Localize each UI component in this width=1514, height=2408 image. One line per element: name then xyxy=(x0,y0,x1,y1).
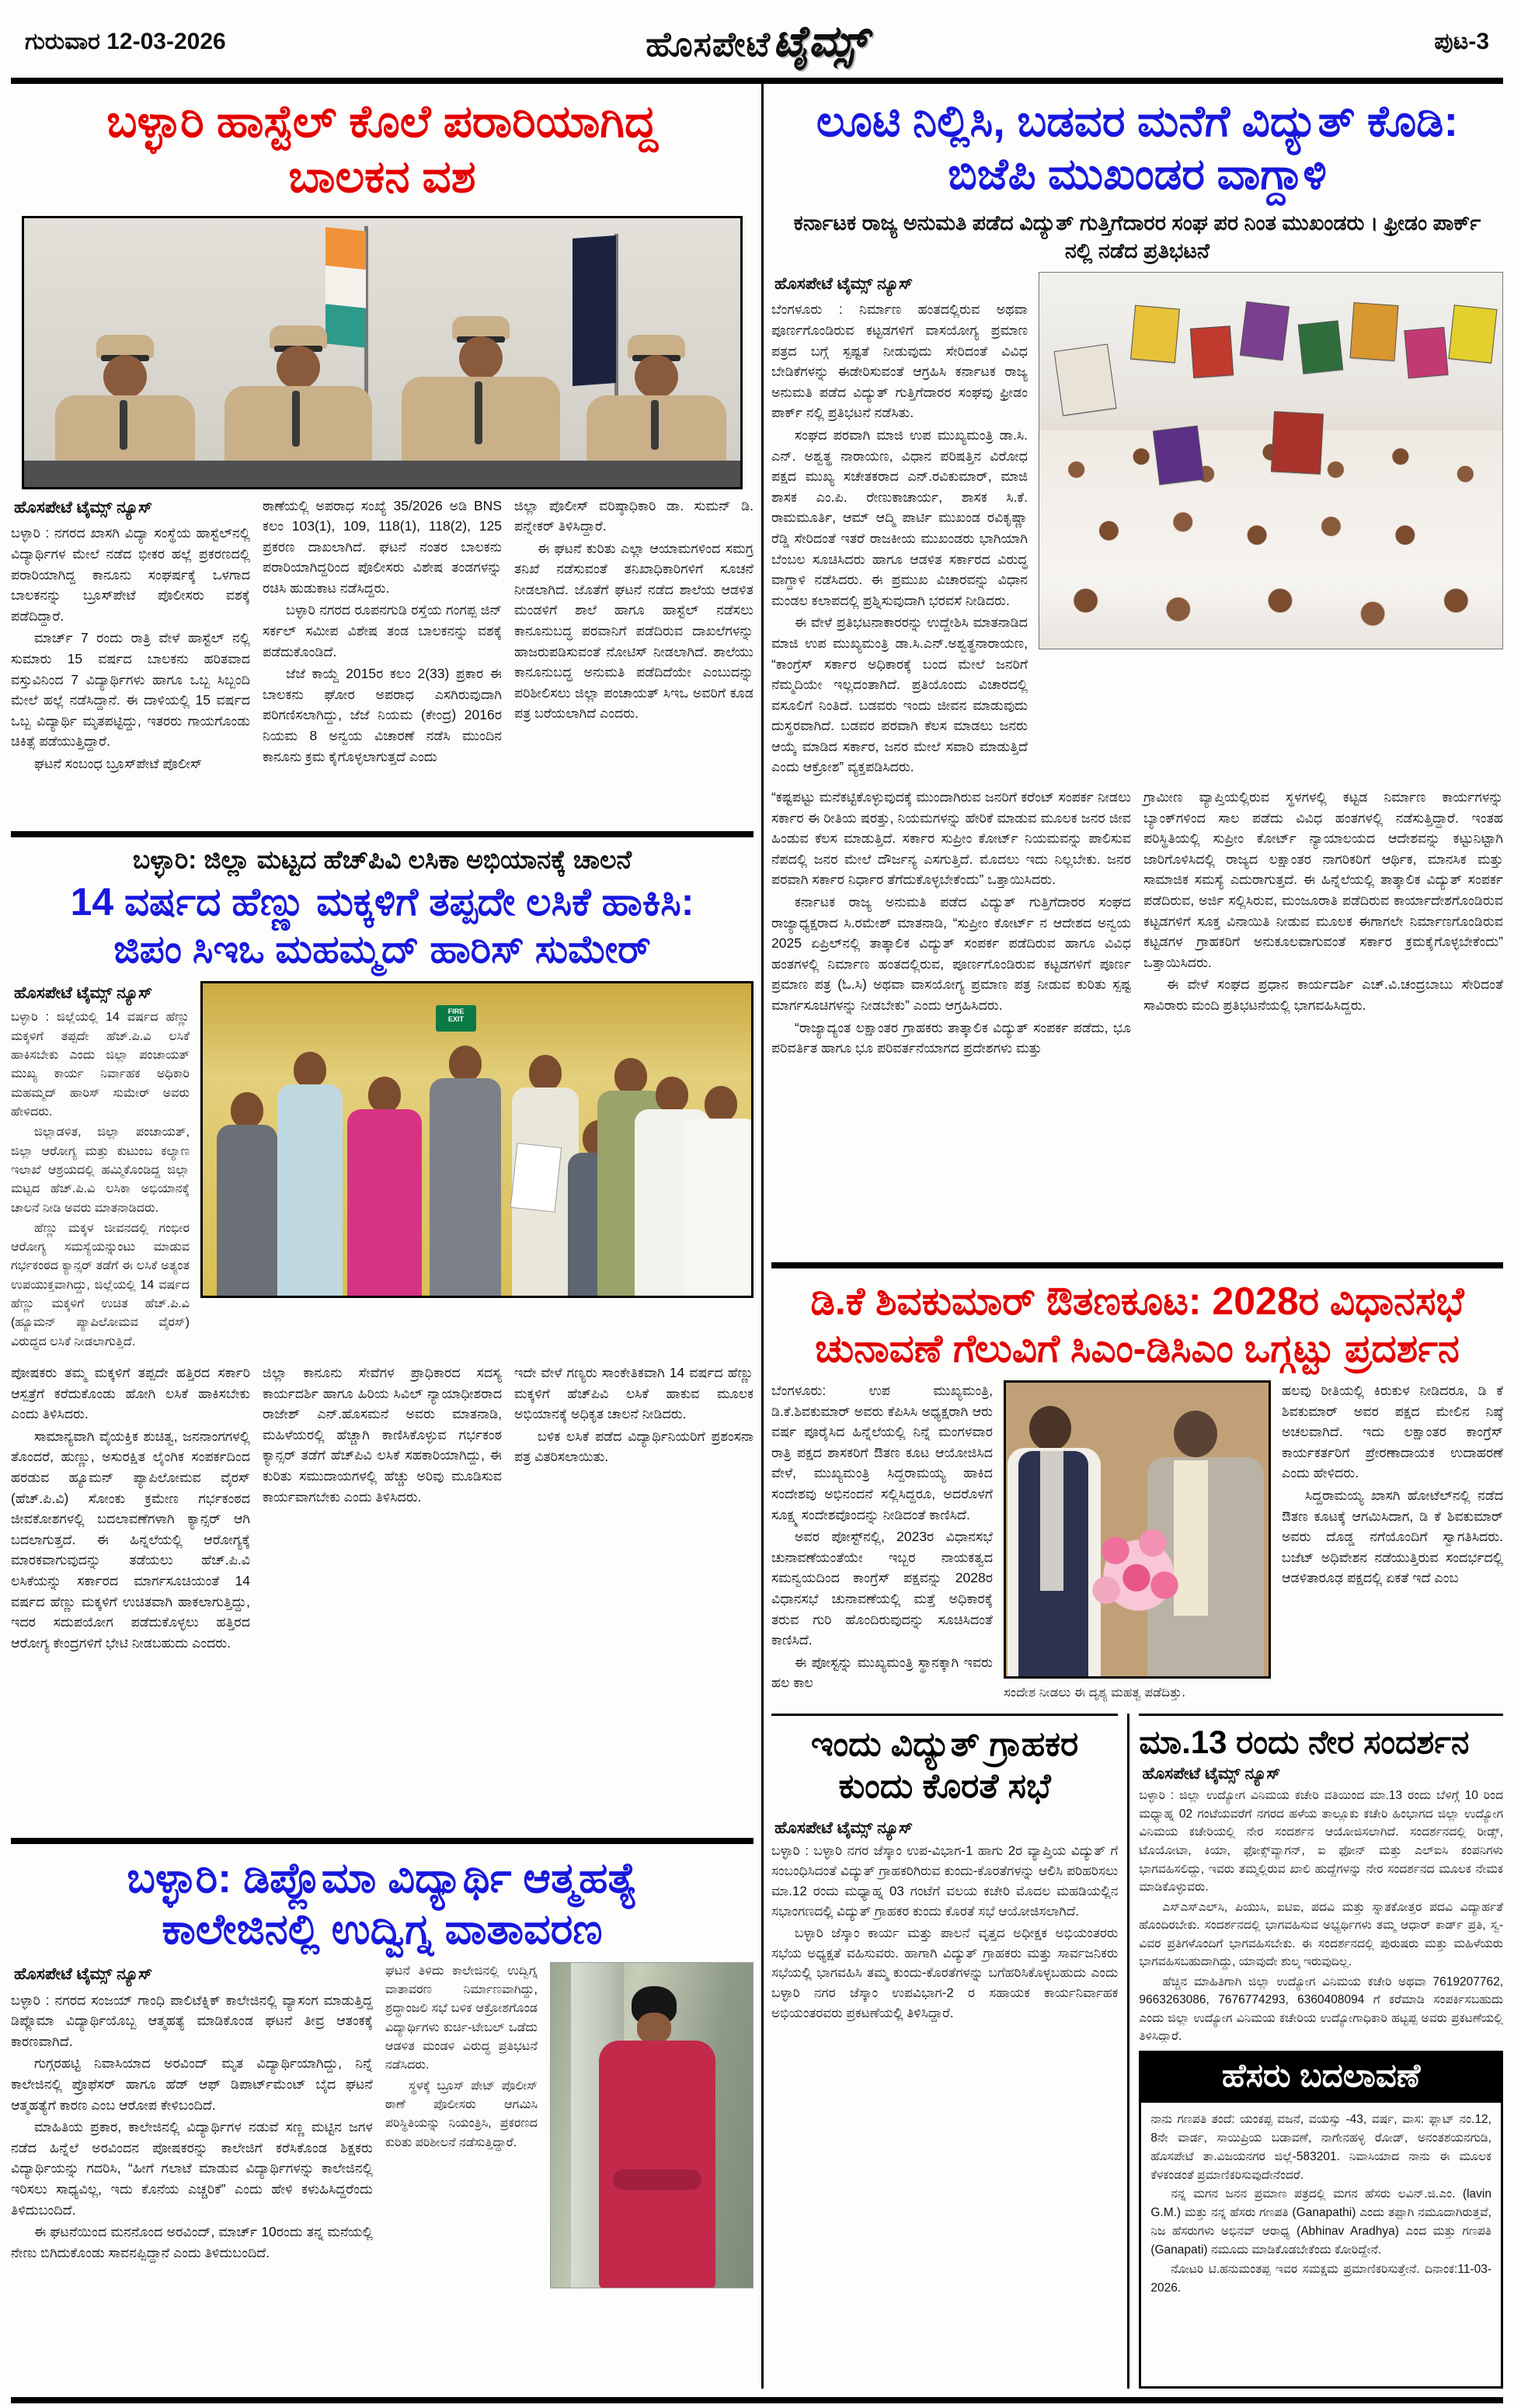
byline: ಹೊಸಪೇಟೆ ಟೈಮ್ಸ್ ನ್ಯೂಸ್ xyxy=(14,983,153,1002)
hpv-headline: 14 ವರ್ಷದ ಹೆಣ್ಣು ಮಕ್ಕಳಿಗೆ ತಪ್ಪದೇ ಲಸಿಕೆ ಹಾಕಿಸಿ: ಜಿಪಂ ಸಿಇಒ ಮಹಮ್ಮದ್ ಹಾರಿಸ್ ಸುಮೇರ್ xyxy=(70,879,694,971)
header-rule xyxy=(11,78,1503,84)
dks-head xyxy=(1029,1406,1071,1451)
dks-headline: ಡಿ.ಕೆ ಶಿವಕುಮಾರ್ ಔತಣಕೂಟ: 2028ರ ವಿಧಾನಸಭೆ ಚುನಾವಣೆ ಗೆಲುವಿಗೆ ಸಿಎಂ-ಡಿಸಿಎಂ ಒಗ್ಗಟ್ಟು ಪ್ರದರ್ಶನ xyxy=(810,1279,1464,1371)
protest-subtitle: ಕರ್ನಾಟಕ ರಾಜ್ಯ ಅನುಮತಿ ಪಡೆದ ವಿದ್ಯುತ್ ಗುತ್ತಿಗೆದಾರರ ಸಂಘ ಪರ ನಿಂತ ಮುಖಂಡರು । ಫ್ರೀಡಂ ಪಾರ್ಕ್ ನಲ್ಲಿ ನಡೆದ ಪ್ರತಿಭಟನೆ xyxy=(793,211,1481,263)
hpv-kicker: ಬಳ್ಳಾರಿ: ಜಿಲ್ಲಾ ಮಟ್ಟದ ಹೆಚ್‌ಪಿವಿ ಲಸಿಕಾ ಅಭಿಯಾನಕ್ಕೆ ಚಾಲನೆ xyxy=(132,844,632,874)
police-officer-3 xyxy=(402,316,560,467)
page-number: ಪುಟ-3 xyxy=(1434,29,1489,54)
student-face xyxy=(637,2013,671,2044)
certificate xyxy=(510,1143,562,1213)
article-hpv-vaccine xyxy=(11,837,754,1839)
protest-col-1-text: ಬೆಂಗಳೂರು : ನಿರ್ಮಾಣ ಹಂತದಲ್ಲಿರುವ ಅಥವಾ ಪೂರ್ಣಗೊಂಡಿರುವ ಕಟ್ಟಡಗಳಿಗೆ ವಾಸಯೋಗ್ಯ ಪ್ರಮಾಣ ಪತ್ರದ ಬಗ್ಗೆ ಸ್ಪಷ್ಟತೆ ನೀಡುವುದು ಸೇರಿದಂತೆ ವಿವಿಧ ಬೇಡಿಕೆಗಳನ್ನು ಈಡೇರಿಸುವಂತೆ ಆಗ್ರಹಿಸಿ ಕರ್ನಾಟಕ ರಾಜ್ಯ ಅನುಮತಿ ಪಡೆದ ವಿದ್ಯುತ್ ಗುತ್ತಿಗೆದಾರರ ಸಂಘವು ಫ್ರೀಡಂ ಪಾರ್ಕ್ ನಲ್ಲಿ ಪ್ರತಿಭಟನೆ ನಡೆಸಿತು. ಸಂಘದ ಪರವಾಗಿ ಮಾಜಿ ಉಪ ಮುಖ್ಯಮಂತ್ರಿ ಡಾ.ಸಿ. ಎನ್. ಅಶ್ವತ್ಥ ನಾರಾಯಣ, ವಿಧಾನ ಪರಿಷತ್ತಿನ ವಿರೋಧ ಪಕ್ಷದ ಮುಖ್ಯ ಸಚೇತಕರಾದ ಎನ್.ರವಿಕುಮಾರ್, ಮಾಜಿ ಶಾಸಕ ಎಂ.ಪಿ. ರೇಣುಕಾಚಾರ್ಯ, ಶಾಸಕ ಸಿ.ಕೆ. ರಾಮಮೂರ್ತಿ, ಆಮ್ ಆದ್ಮಿ ಪಾರ್ಟಿ ಮುಖಂಡ ರವಿಕೃಷ್ಣಾ ರೆಡ್ಡಿ ಸೇರಿದಂತೆ ಇತರೆ ರಾಜಕೀಯ ಮುಖಂಡರು ಭಾಗಿಯಾಗಿ ಬೆಂಬಲ ಸೂಚಿಸಿದರು ಹಾಗೂ ಆಡಳಿತ ಸರ್ಕಾರದ ವಿರುದ್ಧ ವಾಗ್ದಾಳಿ ನಡೆಸಿದರು. ಈ ಪ್ರಮುಖ ವಿಚಾರವನ್ನು ವಿಧಾನ ಮಂಡಲ ಕಲಾಪದಲ್ಲಿ ಪ್ರಶ್ನಿಸುವುದಾಗಿ ಭರವಸೆ ನೀಡಿದರು. ಈ ವೇಳೆ ಪ್ರತಿಭಟನಾಕಾರರನ್ನು ಉದ್ದೇಶಿಸಿ ಮಾತನಾಡಿದ ಮಾಜಿ ಉಪ ಮುಖ್ಯಮಂತ್ರಿ ಡಾ.ಸಿ.ಎನ್.ಅಶ್ವತ್ಥನಾರಾಯಣ, “ಕಾಂಗ್ರೆಸ್ ಸರ್ಕಾರ ಅಧಿಕಾರಕ್ಕೆ ಬಂದ ಮೇಲೆ ಜನರಿಗೆ ನೆಮ್ಮದಿಯೇ ಇಲ್ಲದಂತಾಗಿದೆ. ಪ್ರತಿಯೊಂದು ವಿಚಾರದಲ್ಲಿ ವಸೂಲಿಗೆ ನಿಂತಿದೆ. ಬಡವರು ಇಂದು ಜೀವನ ಮಾಡುವುದು ದುಸ್ಥರವಾಗಿದೆ. ಬಡವರ ಪರವಾಗಿ ಕೆಲಸ ಮಾಡಲು ಜನರು ಆಯ್ಕೆ ಮಾಡಿದ ಸರ್ಕಾರ, ಜನರ ಮೇಲೆ ಸವಾರಿ ಮಾಡುತ್ತಿದೆ ಎಂದು ಆಕ್ರೋಶ” ವ್ಯಕ್ತಪಡಿಸಿದರು. xyxy=(771,301,1028,775)
byline: ಹೊಸಪೇಟೆ ಟೈಮ್ಸ್ ನ್ಯೂಸ್ xyxy=(774,1819,914,1838)
interview-body xyxy=(1139,1787,1503,2043)
name-change-notice xyxy=(1139,2051,1503,2389)
student-portrait-photo xyxy=(550,1962,754,2288)
interview-headline: ಮಾ.13 ರಂದು ನೇರ ಸಂದರ್ಶನ xyxy=(1139,1724,1470,1761)
article-grievance-meeting xyxy=(771,1714,1118,2389)
byline: ಹೊಸಪೇಟೆ ಟೈಮ್ಸ್ ನ್ಯೂಸ್ xyxy=(14,498,153,517)
protest-col-1 xyxy=(771,272,1028,780)
grievance-headline: ಇಂದು ವಿದ್ಯುತ್ ಗ್ರಾಹಕರ ಕುಂದು ಕೊರತೆ ಸಭೆ xyxy=(811,1725,1079,1805)
hpv-col-a-text: ಪೋಷಕರು ತಮ್ಮ ಮಕ್ಕಳಿಗೆ ತಪ್ಪದೇ ಹತ್ತಿರದ ಸರ್ಕಾರಿ ಆಸ್ಪತ್ರೆಗೆ ಕರೆದುಕೊಂಡು ಹೋಗಿ ಲಸಿಕೆ ಹಾಕಿಸಬೇಕು ಎಂದು ತಿಳಿಸಿದರು. ಸಾಮಾನ್ಯವಾಗಿ ವೈಯಕ್ತಿಕ ಶುಚಿತ್ವ, ಜನನಾಂಗಗಳಲ್ಲಿ ತೊಂದರೆ, ಹುಣ್ಣು, ಅಸುರಕ್ಷಿತ ಲೈಂಗಿಕ ಸಂಪರ್ಕದಿಂದ ಹರಡುವ ಹ್ಯೂಮನ್ ಪ್ಯಾಪಿಲೋಮವ ವೈರಸ್ (ಹೆಚ್.ಪಿ.ವಿ) ಸೋಂಕು ಕ್ರಮೇಣ ಗರ್ಭಕಂಠದ ಜೀವಕೋಶಗಳಲ್ಲಿ ಬದಲಾವಣೆಗಳಾಗಿ ಕ್ಯಾನ್ಸರ್ ಆಗಿ ಬದಲಾಗುತ್ತದೆ. ಈ ಹಿನ್ನಲೆಯಲ್ಲಿ ಆರೋಗ್ಯಕ್ಕೆ ಮಾರಕವಾಗುವುದನ್ನು ತಡೆಯಲು ಹೆಚ್.ಪಿ.ವಿ ಲಸಿಕೆಯನ್ನು ಸರ್ಕಾರದ ಮಾರ್ಗಸೂಚಿಯಂತೆ 14 ವರ್ಷದ ಹೆಣ್ಣು ಮಕ್ಕಳಿಗೆ ಉಚಿತವಾಗಿ ಹಾಕಲಾಗುತ್ತಿದ್ದು, ಇದರ ಸದುಪಯೋಗ ಪಡೆದುಕೊಳ್ಳಲು ಹತ್ತಿರದ ಆರೋಗ್ಯ ಕೇಂದ್ರಗಳಿಗೆ ಭೇಟಿ ನೀಡಬಹುದು ಎಂದರು. xyxy=(11,1365,250,1651)
suicide-side-text: ಘಟನೆ ತಿಳಿದು ಕಾಲೇಜಿನಲ್ಲಿ ಉದ್ವಿಗ್ನ ವಾತಾವರಣ ನಿರ್ಮಾಣವಾಗಿದ್ದು, ಶ್ರದ್ಧಾಂಜಲಿ ಸಭೆ ಬಳಿಕ ಆಕ್ರೋಶಗೊಂಡ ವಿದ್ಯಾರ್ಥಿಗಳು ಕುರ್ಚಿ-ಟೇಬಲ್ ಒಡೆದು ಆಡಳಿತ ಮಂಡಳಿ ವಿರುದ್ಧ ಪ್ರತಿಭಟನೆ ನಡೆಸಿದರು. ಸ್ಥಳಕ್ಕೆ ಬ್ರೂಸ್ ಪೇಟ್ ಪೊಲೀಸ್ ಠಾಣೆ ಪೊಲೀಸರು ಆಗಮಿಸಿ ಪರಿಸ್ಥಿತಿಯನ್ನು ನಿಯಂತ್ರಿಸಿ, ಪ್ರಕರಣದ ಕುರಿತು ಪರಿಶೀಲನೆ ನಡೆಸುತ್ತಿದ್ದಾರೆ. xyxy=(385,1964,538,2149)
article-dks-dinner xyxy=(771,1268,1503,1703)
suicide-headline: ಬಳ್ಳಾರಿ: ಡಿಪ್ಲೊಮಾ ವಿದ್ಯಾರ್ಥಿ ಆತ್ಮಹತ್ಯೆ ಕಾಲೇಜಿನಲ್ಲಿ ಉದ್ವಿಗ್ನ ವಾತಾವರಣ xyxy=(127,1855,638,1953)
byline: ಹೊಸಪೇಟೆ ಟೈಮ್ಸ್ ನ್ಯೂಸ್ xyxy=(774,274,914,293)
suicide-main-col xyxy=(11,1962,373,2288)
grievance-body xyxy=(771,1841,1118,2276)
protest-col-2-text: “ಕಷ್ಟಪಟ್ಟು ಮನೆಕಟ್ಟಿಕೊಳ್ಳುವುದಕ್ಕೆ ಮುಂದಾಗಿರುವ ಜನರಿಗೆ ಕರೆಂಟ್ ಸಂಪರ್ಕ ನೀಡಲು ಸರ್ಕಾರ ಈ ರೀತಿಯ ಷರತ್ತು, ನಿಯಮಗಳನ್ನು ಹೇರಿಕೆ ಮಾಡುವ ಮೂಲಕ ಜನರ ಜೀವ ಹಿಂಡುವ ಕೆಲಸ ಮಾಡುತ್ತಿದೆ. ಸರ್ಕಾರ ಸುಪ್ರೀಂ ಕೋರ್ಟ್ ನಿಯಮವನ್ನು ಪಾಲಿಸುವ ನೆಪದಲ್ಲಿ ಜನರ ಮೇಲೆ ದೌರ್ಜನ್ಯ ಎಸಗುತ್ತಿದೆ. ಮೊದಲು ಇದು ನಿಲ್ಲಬೇಕು. ಜನರ ಪರವಾಗಿ ಸರ್ಕಾರ ನಿರ್ಧಾರ ತೆಗೆದುಕೊಳ್ಳಬೇಕೆಂದು” ಒತ್ತಾಯಿಸಿದರು. ಕರ್ನಾಟಕ ರಾಜ್ಯ ಅನುಮತಿ ಪಡೆದ ವಿದ್ಯುತ್ ಗುತ್ತಿಗೆದಾರರ ಸಂಘದ ರಾಜ್ಯಾಧ್ಯಕ್ಷರಾದ ಸಿ.ರಮೇಶ್ ಮಾತನಾಡಿ, “ಸುಪ್ರೀಂ ಕೋರ್ಟ್ ನ ಆದೇಶದ ಅನ್ವಯ 2025 ಏಪ್ರಿಲ್‌ನಲ್ಲಿ ತಾತ್ಕಾಲಿಕ ವಿದ್ಯುತ್ ಸಂಪರ್ಕ ಪಡೆದಿರುವ ಹಾಗೂ ವಿವಿಧ ಹಂತಗಳಲ್ಲಿ ನಿರ್ಮಾಣ ಹಂತದಲ್ಲಿರುವ, ಪೂರ್ಣಗೊಂಡಿರುವ ಕಟ್ಟಡಗಳಿಗೆ ಪೂರ್ಣ ಪ್ರಮಾಣ ಪತ್ರ (ಓ.ಸಿ) ಅಥವಾ ವಾಸಯೋಗ್ಯ ಪ್ರಮಾಣ ಪತ್ರ ನೀಡುವ ಕುರಿತು ಸ್ಪಷ್ಟ ಮಾರ್ಗಸೂಚಿಗಳನ್ನು ನೀಡಬೇಕು” ಎಂದು ಆಗ್ರಹಿಸಿದರು. “ರಾಜ್ಯಾದ್ಯಂತ ಲಕ್ಷಾಂತರ ಗ್ರಾಹಕರು ತಾತ್ಕಾಲಿಕ ವಿದ್ಯುತ್ ಸಂಪರ್ಕ ಪಡೆದು, ಭೂ ಪರಿವರ್ತಿತ ಹಾಗೂ ಭೂ ಪರಿವರ್ತನೆಯಾಗದ ಪ್ರದೇಶಗಳು ಮತ್ತು xyxy=(771,789,1131,1056)
page-bottom-rule xyxy=(11,2397,1503,2403)
hpv-col-c-text: ಇದೇ ವೇಳೆ ಗಣ್ಯರು ಸಾಂಕೇತಿಕವಾಗಿ 14 ವರ್ಷದ ಹೆಣ್ಣು ಮಕ್ಕಳಿಗೆ ಹೆಚ್‌ಪಿವಿ ಲಸಿಕೆ ಹಾಕುವ ಮೂಲಕ ಅಭಿಯಾನಕ್ಕೆ ಅಧಿಕೃತ ಚಾಲನೆ ನೀಡಿದರು. ಬಳಿಕ ಲಸಿಕೆ ಪಡೆದ ವಿದ್ಯಾರ್ಥಿನಿಯರಿಗೆ ಪ್ರಶಂಸನಾ ಪತ್ರ ವಿತರಿಸಲಾಯಿತು. xyxy=(514,1365,754,1465)
dks-below-photo-text: ಸಂದೇಶ ನೀಡಲು ಈ ದೃಶ್ಯ ಮಹತ್ವ ಪಡೆದಿತ್ತು. xyxy=(1004,1686,1185,1700)
placard-yellow xyxy=(1130,304,1180,363)
article-student-suicide xyxy=(11,1844,754,2288)
byline: ಹೊಸಪೇಟೆ ಟೈಮ್ಸ್ ನ್ಯೂಸ್ xyxy=(14,1964,153,1983)
dks-photo-column xyxy=(1004,1380,1271,1703)
protest-col-3 xyxy=(1143,787,1503,1262)
bottom-right-column xyxy=(1139,1714,1503,2389)
protest-headline: ಲೂಟಿ ನಿಲ್ಲಿಸಿ, ಬಡವರ ಮನೆಗೆ ವಿದ್ಯುತ್ ಕೊಡಿ: ಬಿಜೆಪಿ ಮುಖಂಡರ ವಾಗ್ದಾಳಿ xyxy=(816,96,1459,199)
divider-a-b xyxy=(11,831,754,837)
hostel-col-3 xyxy=(514,496,754,831)
health-worker-2 xyxy=(683,1086,754,1298)
placard-purple xyxy=(1240,301,1290,360)
placard-red-2 xyxy=(1271,411,1324,474)
placard-yellow-2 xyxy=(1448,304,1497,363)
hpv-intro-col xyxy=(11,981,190,1354)
fire-exit-sign-icon: FIRE EXIT xyxy=(436,1005,476,1032)
name-change-title: ಹೆಸರು ಬದಲಾವಣೆ xyxy=(1139,2051,1503,2103)
placard-purple-2 xyxy=(1153,425,1204,485)
police-officer-1 xyxy=(55,335,195,467)
dks-scarf xyxy=(1040,1451,1063,1591)
protest-crowd-photo xyxy=(1039,272,1503,649)
grievance-text: ಬಳ್ಳಾರಿ : ಬಳ್ಳಾರಿ ನಗರ ಜೆಸ್ಕಾಂ ಉಪ-ವಿಭಾಗ-1 ಹಾಗು 2ರ ವ್ಯಾಪ್ತಿಯ ವಿದ್ಯುತ್ ಗೆ ಸಂಬಂಧಿಸಿದಂತೆ ವಿದ್ಯುತ್ ಗ್ರಾಹಕರಿಗಿರುವ ಕುಂದು-ಕೊರತೆಗಳನ್ನು ಆಲಿಸಿ ಪರಿಹರಿಸಲು ಮಾ.12 ರಂದು ಮಧ್ಯಾಹ್ನ 03 ಗಂಟೆಗೆ ವಲಯ ಕಚೇರಿ ಮೊದಲ ಮಹಡಿಯಲ್ಲಿನ ಸಭಾಂಗಣದಲ್ಲಿ ವಿದ್ಯುತ್ ಗ್ರಾಹಕರ ಕುಂದು ಕೊರತೆ ಸಭೆ ಆಯೋಜಿಸಲಾಗಿದೆ. ಬಳ್ಳಾರಿ ಜೆಸ್ಕಾಂ ಕಾರ್ಯ ಮತ್ತು ಪಾಲನೆ ವೃತ್ತದ ಅಧೀಕ್ಷಕ ಅಭಿಯಂತರರು ಸಭೆಯ ಅಧ್ಯಕ್ಷತೆ ವಹಿಸುವರು. ಹಾಗಾಗಿ ವಿದ್ಯುತ್ ಗ್ರಾಹಕರು ಮತ್ತು ಸಾರ್ವಜನಿಕರು ಸಭೆಯಲ್ಲಿ ಭಾಗವಹಿಸಿ ತಮ್ಮ ಕುಂದು-ಕೊರತೆಗಳನ್ನು ಬಗೆಹರಿಸಿಕೊಳ್ಳಬಹುದು ಎಂದು ಬಳ್ಳಾರಿ ನಗರ ಜೆಸ್ಕಾಂ ಉಪವಿಭಾಗ-2 ರ ಸಹಾಯಕ ಕಾರ್ಯನಿರ್ವಾಹಕ ಅಭಿಯಂತರವರು ಪ್ರಕಟಣೆಯಲ್ಲಿ ತಿಳಿಸಿದ್ದಾರೆ. xyxy=(771,1843,1119,2021)
bouquet-icon xyxy=(1081,1513,1197,1637)
schoolgirl-1 xyxy=(217,1092,277,1298)
placard-pink xyxy=(1404,326,1448,378)
dks-col-3-text: ಹಲವು ರೀತಿಯಲ್ಲಿ ಕಿರುಕುಳ ನೀಡಿದರೂ, ಡಿ ಕೆ ಶಿವಕುಮಾರ್ ಅವರ ಪಕ್ಷದ ಮೇಲಿನ ನಿಷ್ಠೆ ಅಚಲವಾಗಿದೆ. ಇದು ಲಕ್ಷಾಂತರ ಕಾಂಗ್ರೆಸ್ ಕಾರ್ಯಕರ್ತರಿಗೆ ಪ್ರೇರಣಾದಾಯಕ ಉದಾಹರಣೆ ಎಂದು ಹೇಳಿದರು. ಸಿದ್ದರಾಮಯ್ಯ ಖಾಸಗಿ ಹೋಟೆಲ್‌ನಲ್ಲಿ ನಡೆದ ಔತಣ ಕೂಟಕ್ಕೆ ಆಗಮಿಸಿದಾಗ, ಡಿ ಕೆ ಶಿವಕುಮಾರ್ ಅವರು ದೊಡ್ಡ ನಗೆಯೊಂದಿಗೆ ಸ್ವಾಗತಿಸಿದರು. ಬಜೆಟ್ ಅಧಿವೇಶನ ನಡೆಯುತ್ತಿರುವ ಸಂದರ್ಭದಲ್ಲಿ ಆಡಳಿತಾರೂಢ ಪಕ್ಷದಲ್ಲಿ ಏಕತೆ ಇದೆ ಎಂಬ xyxy=(1282,1383,1503,1586)
byline: ಹೊಸಪೇಟೆ ಟೈಮ್ಸ್ ನ್ಯೂಸ್ xyxy=(1142,1765,1281,1783)
official-1 xyxy=(277,1052,343,1298)
placard-green xyxy=(1298,320,1343,374)
hostel-col-3-text: ಜಿಲ್ಲಾ ಪೊಲೀಸ್ ವರಿಷ್ಠಾಧಿಕಾರಿ ಡಾ. ಸುಮನ್ ಡಿ. ಪನ್ನೇಕರ್ ತಿಳಿಸಿದ್ದಾರೆ. ಈ ಘಟನೆ ಕುರಿತು ಎಲ್ಲಾ ಆಯಾಮಗಳಿಂದ ಸಮಗ್ರ ತನಿಖೆ ನಡೆಸುವಂತೆ ತನಿಖಾಧಿಕಾರಿಗಳಿಗೆ ಸೂಚನೆ ನೀಡಲಾಗಿದೆ. ಜೊತೆಗೆ ಘಟನೆ ನಡೆದ ಶಾಲೆಯ ಆಡಳಿತ ಮಂಡಳಿಗೆ ಶಾಲೆ ಹಾಗೂ ಹಾಸ್ಟೆಲ್ ನಡೆಸಲು ಕಾನೂನುಬದ್ಧ ಪರವಾನಿಗೆ ಪಡೆದಿರುವ ದಾಖಲೆಗಳನ್ನು ಹಾಜರುಪಡಿಸುವಂತೆ ನೋಟಿಸ್ ನೀಡಲಾಗಿದೆ. ಶಾಲೆಯು ಕಾನೂನುಬದ್ಧ ಅನುಮತಿ ಪಡೆದಿದೆಯೇ ಎಂಬುದನ್ನು ಪರಿಶೀಲಿಸಲು ಜಿಲ್ಲಾ ಪಂಚಾಯತ್ ಸಿಇಒ ಅವರಿಗೆ ಕೂಡ ಪತ್ರ ಬರೆಯಲಾಗಿದೆ ಎಂದರು. xyxy=(514,497,754,722)
article-hostel-headline: ಬಳ್ಳಾರಿ ಹಾಸ್ಟೆಲ್ ಕೊಲೆ ಪರಾರಿಯಾಗಿದ್ದ ಬಾಲಕನ ವಶ xyxy=(106,96,658,202)
hpv-col-b xyxy=(263,1362,502,1838)
hpv-col-b-text: ಜಿಲ್ಲಾ ಕಾನೂನು ಸೇವೆಗಳ ಪ್ರಾಧಿಕಾರದ ಸದಸ್ಯ ಕಾರ್ಯದರ್ಶಿ ಹಾಗೂ ಹಿರಿಯ ಸಿವಿಲ್ ನ್ಯಾಯಾಧೀಶರಾದ ರಾಜೇಶ್ ಎನ್.ಹೊಸಮನೆ ಅವರು ಮಾತನಾಡಿ, ಮಹಿಳೆಯರಲ್ಲಿ ಹೆಚ್ಚಾಗಿ ಕಾಣಿಸಿಕೊಳ್ಳುವ ಗರ್ಭಕಂಠ ಕ್ಯಾನ್ಸರ್ ತಡೆಗೆ ಹೆಚ್‌ಪಿವಿ ಲಸಿಕೆ ಸಹಕಾರಿಯಾಗಿದ್ದು, ಈ ಕುರಿತು ಸಮುದಾಯಗಳಲ್ಲಿ ಹೆಚ್ಚು ಅರಿವು ಮೂಡಿಸುವ ಕಾರ್ಯವಾಗಬೇಕು ಎಂದು ತಿಳಿಸಿದರು. xyxy=(263,1365,502,1505)
article-bjp-protest xyxy=(771,84,1503,1262)
placard-orange xyxy=(1350,302,1399,361)
dks-col-3 xyxy=(1282,1380,1503,1703)
hostel-col-2-text: ಠಾಣೆಯಲ್ಲಿ ಅಪರಾಧ ಸಂಖ್ಯೆ 35/2026 ಅಡಿ BNS ಕಲಂ 103(1), 109, 118(1), 118(2), 125 ಪ್ರಕರಣ ದಾಖಲಾಗಿದೆ. ಘಟನೆ ನಂತರ ಬಾಲಕನು ಪರಾರಿಯಾಗಿದ್ದರಿಂದ ಪೊಲೀಸರು ವಿಶೇಷ ತಂಡಗಳನ್ನು ರಚಿಸಿ ಹುಡುಕಾಟ ನಡೆಸಿದ್ದರು. ಬಳ್ಳಾರಿ ನಗರದ ರೂಪನಗುಡಿ ರಸ್ತೆಯ ಗಂಗಪ್ಪ ಜಿನ್ ಸರ್ಕಲ್ ಸಮೀಪ ವಿಶೇಷ ತಂಡ ಬಾಲಕನನ್ನು ವಶಕ್ಕೆ ಪಡೆದುಕೊಂಡಿದೆ. ಜೆಜೆ ಕಾಯ್ದೆ 2015ರ ಕಲಂ 2(33) ಪ್ರಕಾರ ಈ ಬಾಲಕನು ಘೋರ ಅಪರಾಧ ಎಸಗಿರುವುದಾಗಿ ಪರಿಗಣಿಸಲಾಗಿದ್ದು, ಜೆಜೆ ನಿಯಮ (ಕೇಂದ್ರ) 2016ರ ನಿಯಮ 8 ಅನ್ವಯ ವಿಚಾರಣೆ ನಡೆಸಿ ಮುಂದಿನ ಕಾನೂನು ಕ್ರಮ ಕೈಗೊಳ್ಳಲಾಗುತ್ತದೆ ಎಂದು xyxy=(263,497,502,764)
suicide-main-text: ಬಳ್ಳಾರಿ : ನಗರದ ಸಂಜಯ್ ಗಾಂಧಿ ಪಾಲಿಟೆಕ್ನಿಕ್ ಕಾಲೇಜಿನಲ್ಲಿ ವ್ಯಾಸಂಗ ಮಾಡುತ್ತಿದ್ದ ಡಿಪ್ಲೊಮಾ ವಿದ್ಯಾರ್ಥಿಯೊಬ್ಬ ಆತ್ಮಹತ್ಯೆ ಮಾಡಿಕೊಂಡ ಘಟನೆ ತೀವ್ರ ಆತಂಕಕ್ಕೆ ಕಾರಣವಾಗಿದೆ. ಗುಗ್ಗರಹಟ್ಟಿ ನಿವಾಸಿಯಾದ ಅರವಿಂದ್ ಮೃತ ವಿದ್ಯಾರ್ಥಿಯಾಗಿದ್ದು, ನಿನ್ನೆ ಕಾಲೇಜಿನಲ್ಲಿ ಪ್ರೊಫೆಸರ್ ಹಾಗೂ ಹೆಡ್ ಆಫ್ ಡಿಪಾರ್ಟ್‌ಮೆಂಟ್ ಬೈದ ಘಟನೆ ಆತ್ಮಹತ್ಯೆಗೆ ಕಾರಣ ಎಂಬ ಆರೋಪ ಕೇಳಿಬಂದಿದೆ. ಮಾಹಿತಿಯ ಪ್ರಕಾರ, ಕಾಲೇಜಿನಲ್ಲಿ ವಿದ್ಯಾರ್ಥಿಗಳ ನಡುವೆ ಸಣ್ಣ ಮಟ್ಟಿನ ಜಗಳ ನಡೆದ ಹಿನ್ನೆಲೆ ಅರವಿಂದನ ಪೋಷಕರನ್ನು ಕಾಲೇಜಿಗೆ ಕರೆಸಿಕೊಂಡ ಶಿಕ್ಷಕರು ವಿದ್ಯಾರ್ಥಿಯನ್ನು ಗದರಿಸಿ, “ಹೀಗೆ ಗಲಾಟೆ ಮಾಡುವ ವಿದ್ಯಾರ್ಥಿಗಳನ್ನು ಕಾಲೇಜಿನಲ್ಲಿ ಇರಿಸಲು ಸಾಧ್ಯವಿಲ್ಲ, ಇದು ಕೊನೆಯ ಎಚ್ಚರಿಕೆ” ಎಂದು ಹೇಳಿ ಕಳುಹಿಸಿದ್ದರೆಂದು ತಿಳಿದುಬಂದಿದೆ. ಈ ಘಟನೆಯಿಂದ ಮನನೊಂದ ಅರವಿಂದ್, ಮಾರ್ಚ್ 10ರಂದು ತನ್ನ ಮನೆಯಲ್ಲಿ ನೇಣು ಬಿಗಿದುಕೊಂಡು ಸಾವನಪ್ಪಿದ್ದಾನೆ ಎಂದು ತಿಳಿದುಬಂದಿದೆ. xyxy=(11,1992,373,2260)
hpv-launch-photo xyxy=(200,981,754,1298)
name-change-text: ನಾನು ಗಣಪತಿ ತಂದೆ: ಯಂಕಪ್ಪ ವಜನೆ, ವಯಸ್ಸು -43, ವರ್ಷ, ವಾಸ: ಫ್ಲಾಟ್ ನಂ.12, 8ನೇ ವಾರ್ಡ, ಸಾಯಿಪ್ರಿಯ ಬಡಾವಣೆ, ನಾಗೇನಹಳ್ಳಿ ರೋಡ್, ಅನಂತಶಯನಗುಡಿ, ಹೊಸಪೇಟೆ ತಾ.ವಿಜಯನಗರ ಜಿಲ್ಲೆ-583201. ನಿವಾಸಿಯಾದ ನಾನು ಈ ಮೂಲಕ ಕೆಳಕಂಡಂತೆ ಪ್ರಮಾಣಿಕರಿಸುವುದೇನೆಂದರೆ. ನನ್ನ ಮಗನ ಜನನ ಪ್ರಮಾಣ ಪತ್ರದಲ್ಲಿ ಮಗನ ಹೆಸರು ಲವಿನ್.ಜಿ.ಎಂ. (lavin G.M.) ಮತ್ತು ನನ್ನ ಹೆಸರು ಗಣಪತಿ (Ganapathi) ಎಂದು ತಪ್ಪಾಗಿ ನಮೂದಾಗಿರುತ್ತವೆ, ನಿಜ ಹೆಸರುಗಳು ಅಭಿನವ್ ಆರಾಧ್ಯ (Abhinav Aradhya) ಎಂದ ಮತ್ತು ಗಣಪತಿ (Ganapati) ನಮೂದು ಮಾಡಿಕೊಡಬೇಕೆಂದು ಕೋರಿದ್ದೇನೆ. ನೋಟರಿ ಟಿ.ಹನುಮಂತಪ್ಪ ಇವರ ಸಮಕ್ಷಮ ಪ್ರಮಾಣಿಕರಿಸುತ್ತೇನೆ. ದಿನಾಂಕ:11-03-2026. xyxy=(1150,2113,1491,2295)
hostel-col-1-text: ಬಳ್ಳಾರಿ : ನಗರದ ಖಾಸಗಿ ವಿದ್ಯಾ ಸಂಸ್ಥೆಯ ಹಾಸ್ಟೆಲ್‌ನಲ್ಲಿ ವಿದ್ಯಾರ್ಥಿಗಳ ಮೇಲೆ ನಡೆದ ಭೀಕರ ಹಲ್ಲೆ ಪ್ರಕರಣದಲ್ಲಿ ಪರಾರಿಯಾಗಿದ್ದ ಕಾನೂನು ಸಂಘರ್ಷಕ್ಕೆ ಒಳಗಾದ ಬಾಲಕನನ್ನು ಬ್ರೂಸ್‌ಪೇಟೆ ಪೊಲೀಸರು ವಶಕ್ಕೆ ಪಡೆದಿದ್ದಾರೆ. ಮಾರ್ಚ್ 7 ರಂದು ರಾತ್ರಿ ವೇಳೆ ಹಾಸ್ಟೆಲ್ ನಲ್ಲಿ ಸುಮಾರು 15 ವರ್ಷದ ಬಾಲಕನು ಹರಿತವಾದ ವಸ್ತುವಿನಿಂದ 7 ವಿದ್ಯಾರ್ಥಿಗಳು ಹಾಗೂ ಒಬ್ಬ ಸಿಬ್ಬಂದಿ ಮೇಲೆ ಹಲ್ಲೆ ನಡೆಸಿದ್ದಾನೆ. ಈ ದಾಳಿಯಲ್ಲಿ 15 ವರ್ಷದ ಒಬ್ಬ ವಿದ್ಯಾರ್ಥಿ ಮೃತಪಟ್ಟಿದ್ದು, ಇತರರು ಗಾಯಗೊಂಡು ಚಿಕಿತ್ಸೆ ಪಡೆಯುತ್ತಿದ್ದಾರೆ. ಘಟನೆ ಸಂಬಂಧ ಬ್ರೂಸ್‌ಪೇಟೆ ಪೊಲೀಸ್ xyxy=(11,525,250,771)
cm-head xyxy=(1174,1411,1217,1457)
article-hostel-murder xyxy=(11,84,754,831)
suicide-side-col xyxy=(385,1962,538,2288)
police-officer-2 xyxy=(224,325,372,467)
hpv-col-c xyxy=(514,1362,754,1838)
officer-grey-suit xyxy=(430,1046,501,1298)
interview-text: ಬಳ್ಳಾರಿ : ಜಿಲ್ಲಾ ಉದ್ಯೋಗ ವಿನಿಮಯ ಕಚೇರಿ ವತಿಯಿಂದ ಮಾ.13 ರಂದು ಬೆಳಿಗ್ಗೆ 10 ರಿಂದ ಮಧ್ಯಾಹ್ನ 02 ಗಂಟೆಯವರೆಗೆ ನಗರದ ಹಳೆಯ ತಾಲ್ಲೂಕು ಕಚೇರಿ ಹಿಂಭಾಗದ ಜಿಲ್ಲಾ ಉದ್ಯೋಗ ವಿನಿಮಯ ಕಚೇರಿಯಲ್ಲಿ ನೇರ ಸಂದರ್ಶನ ಆಯೋಜಿಸಲಾಗಿದೆ. ಸಂದರ್ಶನದಲ್ಲಿ ರೀಡ್ಸ್, ಟೊಯೋಟಾ, ಕಿಯಾ, ಫೋಕ್ಸ್‌ವ್ಯಾಗನ್, ಐ ಫೋನ್ ಮತ್ತು ಎಲ್‌ಐಸಿ ಕಂಪನಿಗಳು ಭಾಗವಹಿಸಲಿದ್ದು, ಇವರು ತಮ್ಮಲ್ಲಿರುವ ಖಾಲಿ ಹುದ್ದೆಗಳನ್ನು ನೇರ ಸಂದರ್ಶನದ ಮೂಲಕ ನೇಮಕ ಮಾಡಿಕೊಳ್ಳುವರು. ಎಸ್‌ಎಸ್‌ಎಲ್‌ಸಿ, ಪಿಯುಸಿ, ಐಟಿಐ, ಪದವಿ ಮತ್ತು ಸ್ನಾತಕೋತ್ತರ ಪದವಿ ವಿದ್ಯಾರ್ಹತೆ ಹೊಂದಿರಬೇಕು. ಸಂದರ್ಶನದಲ್ಲಿ ಭಾಗವಹಿಸುವ ಅಭ್ಯರ್ಥಿಗಳು ತಮ್ಮ ಆಧಾರ್ ಕಾರ್ಡ್ ಪ್ರತಿ, ಸ್ವ-ವಿವರ ಪ್ರತಿಗಳೊಂದಿಗೆ ಭಾಗವಹಿಸಬೇಕು. ಈ ಸಂದರ್ಶನದಲ್ಲಿ ಪುರುಷರು ಮತ್ತು ಮಹಿಳೆಯರು ಭಾಗವಹಿಸಬಹುದಾಗಿದ್ದು, ಯಾವುದೇ ಶುಲ್ಕ ಇರುವುದಿಲ್ಲ. ಹೆಚ್ಚಿನ ಮಾಹಿತಿಗಾಗಿ ಜಿಲ್ಲಾ ಉದ್ಯೋಗ ವಿನಿಮಯ ಕಚೇರಿ ಅಥವಾ 7619207762, 9663263086, 7676774293, 6360408094 ಗೆ ಕರೆಮಾಡಿ ಸಂಪರ್ಕಿಸಬಹುದು ಎಂದು ಜಿಲ್ಲಾ ಉದ್ಯೋಗ ವಿನಿಮಯ ಕಚೇರಿಯ ಉದ್ಯೋಗಾಧಿಕಾರಿ ಹಟ್ಟಪ್ಪ ಅವರು ಪ್ರಕಟಣೆಯಲ್ಲಿ ತಿಳಿಸಿದ್ದಾರೆ. xyxy=(1139,1789,1503,2044)
dks-col-1 xyxy=(771,1380,993,1703)
page-header xyxy=(11,6,1503,78)
hpv-intro-text: ಬಳ್ಳಾರಿ : ಜಿಲ್ಲೆಯಲ್ಲಿ 14 ವರ್ಷದ ಹೆಣ್ಣು ಮಕ್ಕಳಿಗೆ ತಪ್ಪದೇ ಹೆಚ್.ಪಿ.ವಿ ಲಸಿಕೆ ಹಾಕಿಸಬೇಕು ಎಂದು ಜಿಲ್ಲಾ ಪಂಚಾಯತ್ ಮುಖ್ಯ ಕಾರ್ಯ ನಿರ್ವಾಹಕ ಅಧಿಕಾರಿ ಮಹಮ್ಮದ್ ಹಾರಿಸ್ ಸುಮೇರ್ ಅವರು ಹೇಳಿದರು. ಜಿಲ್ಲಾಡಳಿತ, ಜಿಲ್ಲಾ ಪಂಚಾಯತ್, ಜಿಲ್ಲಾ ಆರೋಗ್ಯ ಮತ್ತು ಕುಟುಂಬ ಕಲ್ಯಾಣ ಇಲಾಖೆ ಆಶ್ರಯದಲ್ಲಿ ಹಮ್ಮಿಕೊಂಡಿದ್ದ ಜಿಲ್ಲಾ ಮಟ್ಟದ ಹೆಚ್.ಪಿ.ವಿ ಲಸಿಕಾ ಅಭಿಯಾನಕ್ಕೆ ಚಾಲನೆ ನೀಡಿ ಅವರು ಮಾತನಾಡಿದರು. ಹೆಣ್ಣು ಮಕ್ಕಳ ಜೀವನದಲ್ಲಿ ಗಂಭೀರ ಆರೋಗ್ಯ ಸಮಸ್ಯೆಯನ್ನುಂಟು ಮಾಡುವ ಗರ್ಭಕಂಠದ ಕ್ಯಾನ್ಸರ್ ತಡೆಗೆ ಈ ಲಸಿಕೆ ಅತ್ಯಂತ ಉಪಯುಕ್ತವಾಗಿದ್ದು, ಜಿಲ್ಲೆಯಲ್ಲಿ 14 ವರ್ಷದ ಹೆಣ್ಣು ಮಕ್ಕಳಿಗೆ ಉಚಿತ ಹೆಚ್.ಪಿ.ವಿ (ಹ್ಯೂಮನ್ ಪ್ಯಾಪಿಲೋಮವ ವೈರಸ್) ವಿರುದ್ಧದ ಲಸಿಕೆ ನೀಡಲಾಗುತ್ತಿದೆ. xyxy=(11,1011,190,1348)
dks-col-1-text: ಬೆಂಗಳೂರು: ಉಪ ಮುಖ್ಯಮಂತ್ರಿ, ಡಿ.ಕೆ.ಶಿವಕುಮಾರ್ ಅವರು ಕೆಪಿಸಿಸಿ ಅಧ್ಯಕ್ಷರಾಗಿ ಆರು ವರ್ಷ ಪೂರೈಸಿದ ಹಿನ್ನೆಲೆಯಲ್ಲಿ ನಿನ್ನೆ ಮಂಗಳವಾರ ರಾತ್ರಿ ಪಕ್ಷದ ಶಾಸಕರಿಗೆ ಔತಣ ಕೂಟ ಆಯೋಜಿಸಿದ ವೇಳೆ, ಮುಖ್ಯಮಂತ್ರಿ ಸಿದ್ದರಾಮಯ್ಯ ಹಾಕಿದ ಸಂದೇಶವು ಅಭಿನಂದನೆ ಸಲ್ಲಿಸಿದ್ದರೂ, ಅದರೊಳಗೆ ಸೂಕ್ಷ್ಮ ಸಂದೇಶವೊಂದನ್ನು ನೀಡಿದಂತೆ ಕಾಣಿಸಿದೆ. ಅವರ ಪೋಸ್ಟ್‌ನಲ್ಲಿ, 2023ರ ವಿಧಾನಸಭೆ ಚುನಾವಣೆಯಂತೆಯೇ ಇಬ್ಬರ ನಾಯಕತ್ವದ ಸಮನ್ವಯದಿಂದ ಕಾಂಗ್ರೆಸ್ ಪಕ್ಷವನ್ನು 2028ರ ವಿಧಾನಸಭೆ ಚುನಾವಣೆಯಲ್ಲಿ ಮತ್ತೆ ಅಧಿಕಾರಕ್ಕೆ ತರುವ ಗುರಿ ಹೊಂದಿರುವುದನ್ನು ಸೂಚಿಸಿದಂತೆ ಕಾಣಿಸಿದೆ. ಈ ಪೋಸ್ಟನ್ನು ಮುಖ್ಯಮಂತ್ರಿ ಸ್ಥಾನಕ್ಕಾಗಿ ಇವರು ಹಲ ಕಾಲ xyxy=(771,1383,993,1691)
hostel-col-2 xyxy=(263,496,502,831)
date-label: ಗುರುವಾರ 12-03-2026 xyxy=(25,29,226,54)
red-hoodie xyxy=(599,2041,715,2288)
dks-siddaramaiah-photo xyxy=(1004,1380,1271,1679)
article-walkin-interview xyxy=(1139,1714,1503,2043)
police-officer-4 xyxy=(586,335,726,467)
woman-in-pink-sari xyxy=(347,1077,422,1298)
protest-col-3-text: ಗ್ರಾಮೀಣ ವ್ಯಾಪ್ತಿಯಲ್ಲಿರುವ ಸ್ಥಳಗಳಲ್ಲಿ ಕಟ್ಟಡ ನಿರ್ಮಾಣ ಕಾರ್ಯಗಳನ್ನು ಬ್ಯಾಂಕ್‌ಗಳಿಂದ ಸಾಲ ಪಡೆದು ವಿವಿಧ ಹಂತಗಳಲ್ಲಿ ನಡೆಸುತ್ತಿದ್ದಾರೆ. ಇಂತಹ ಪರಿಸ್ಥಿತಿಯಲ್ಲಿ ಸುಪ್ರೀಂ ಕೋರ್ಟ್ ನ್ಯಾಯಾಲಯದ ಆದೇಶವನ್ನು ಕಟ್ಟುನಿಟ್ಟಾಗಿ ಜಾರಿಗೊಳಿಸಿದಲ್ಲಿ ರಾಜ್ಯದ ಲಕ್ಷಾಂತರ ನಾಗರಿಕರಿಗೆ ಆರ್ಥಿಕ, ಮಾನಸಿಕ ಮತ್ತು ಸಾಮಾಜಿಕ ಸಮಸ್ಯೆ ಎದುರಾಗುತ್ತದೆ. ಈ ಹಿನ್ನೆಲೆಯಲ್ಲಿ ತಾತ್ಕಾಲಿಕ ವಿದ್ಯುತ್ ಸಂಪರ್ಕ ಪಡೆದಿರುವ, ಅರ್ಜಿ ಸಲ್ಲಿಸಿರುವ, ಮಂಜೂರಾತಿ ಪಡೆದಿರುವ ಕಾರ್ಯಾದೇಶಗೊಂಡಿರುವ ಕಟ್ಟಡಗಳಿಗೆ ಸೂಕ್ತ ವಿನಾಯಿತಿ ನೀಡುವ ಮೂಲಕ ಈಗಾಗಲೇ ನಿರ್ಮಾಣಗೊಂಡಿರುವ ಕಟ್ಟಡಗಳ ಗ್ರಾಹಕರಿಗೆ ಅನುಕೂಲವಾಗುವಂತೆ ಸರ್ಕಾರ ಕ್ರಮಕೈಗೊಳ್ಳಬೇಕೆಂದು” ಒತ್ತಾಯಿಸಿದರು. ಈ ವೇಳೆ ಸಂಘದ ಪ್ರಧಾನ ಕಾರ್ಯದರ್ಶಿ ಎಚ್.ವಿ.ಚಂದ್ರಬಾಬು ಸೇರಿದಂತೆ ಸಾವಿರಾರು ಮಂದಿ ಪ್ರತಿಭಟನೆಯಲ್ಲಿ ಭಾಗವಹಿಸಿದ್ದರು. xyxy=(1143,789,1503,1013)
bottom-right-divider xyxy=(1127,1714,1129,2389)
masthead-word-1: ಹೊಸಪೇಟೆ xyxy=(646,25,771,64)
hpv-col-a xyxy=(11,1362,250,1838)
masthead-word-2: ಟೈಮ್ಸ್ xyxy=(774,18,868,65)
divider-b-c xyxy=(11,1838,754,1844)
hostel-col-1 xyxy=(11,496,250,831)
name-change-box xyxy=(1139,2103,1503,2389)
placard-red xyxy=(1190,325,1234,378)
press-table xyxy=(24,461,740,487)
placard-white xyxy=(1053,343,1116,416)
divider-d-e xyxy=(771,1262,1503,1268)
press-conference-photo xyxy=(22,216,743,489)
protest-col-2 xyxy=(771,787,1131,1262)
masthead xyxy=(359,18,1155,67)
